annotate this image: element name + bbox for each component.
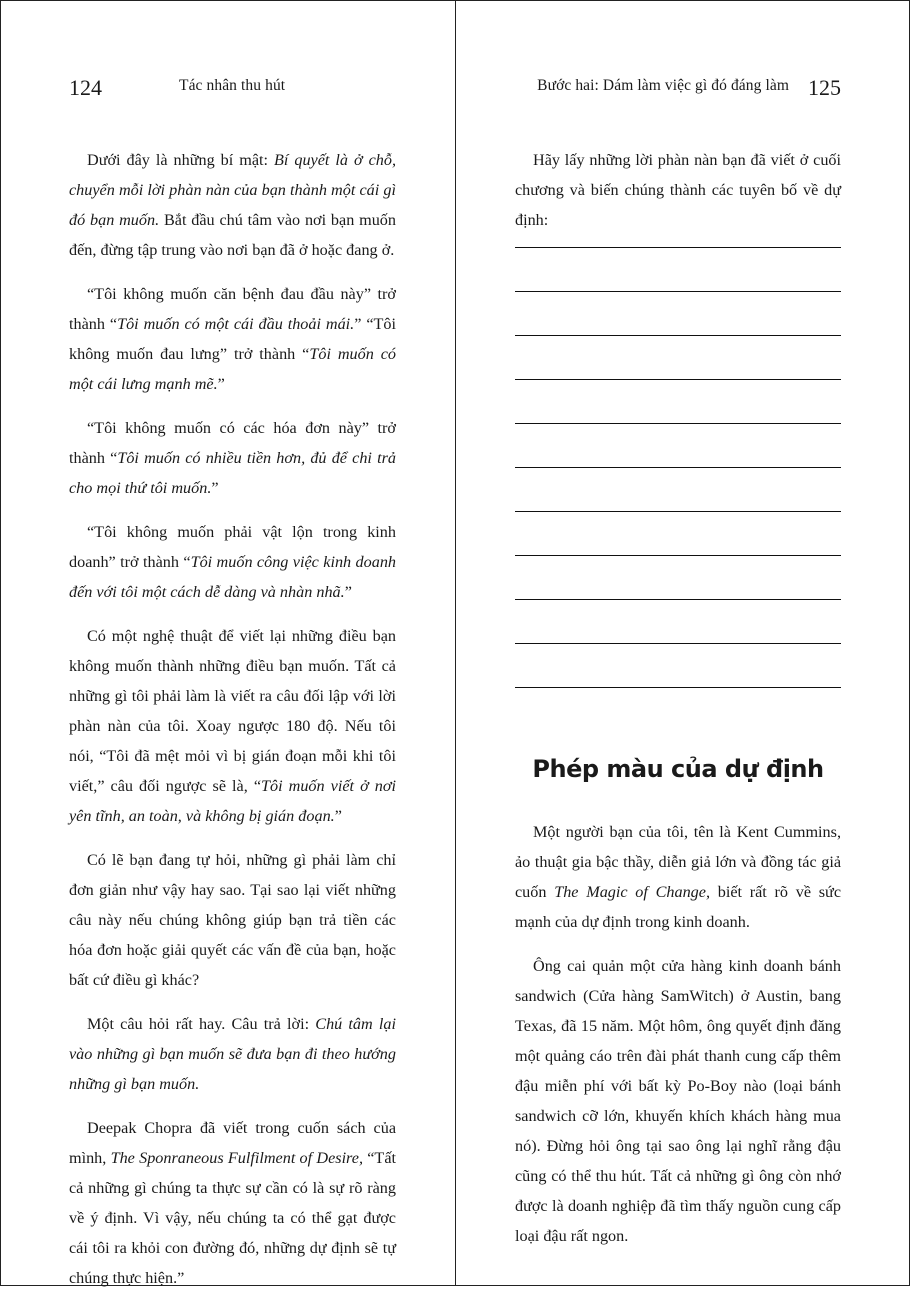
paragraph	[515, 817, 841, 937]
writing-lines	[515, 246, 841, 688]
italic-text: Tôi muốn công việc kinh doanh đến với tôi một cách dễ dàng và nhàn nhã.	[69, 553, 397, 601]
running-head: Tác nhân thu hút	[179, 77, 286, 94]
text-run: Hãy lấy những lời phàn nàn bạn đã viết ở cuối chương và biến chúng thành các tuyên bố về dự định:	[515, 151, 841, 229]
text-run: “Tôi không muốn có các hóa đơn này” trở thành “	[69, 419, 396, 467]
italic-text: Tôi muốn có nhiều tiền hơn, đủ để chi trả cho mọi thứ tôi muốn.	[69, 449, 396, 497]
writing-line	[515, 292, 841, 336]
writing-line	[515, 424, 841, 468]
text-run: ”	[217, 375, 225, 393]
paragraph	[515, 951, 841, 1251]
page-number: 125	[808, 75, 841, 100]
writing-line	[515, 336, 841, 380]
text-run: ” “Tôi không muốn đau lưng” trở thành “	[69, 315, 396, 363]
text-run: biết rất rõ về sức mạnh của dự định trong kinh doanh.	[515, 883, 842, 931]
text-run: Bắt đầu chú tâm vào nơi bạn muốn đến, đừng tập trung vào nơi bạn đã ở hoặc đang ở.	[69, 211, 396, 259]
right-page	[456, 1, 909, 1285]
running-head: Bước hai: Dám làm việc gì đó đáng làm	[537, 77, 789, 94]
body-text	[515, 817, 841, 1265]
writing-line	[515, 644, 841, 688]
section-heading: Phép màu của dự định	[532, 755, 824, 783]
text-run: Deepak Chopra đã viết trong cuốn sách của mình,	[69, 1119, 396, 1167]
writing-line	[515, 512, 841, 556]
intro-text	[515, 145, 841, 249]
paragraph	[69, 413, 396, 503]
writing-line	[515, 556, 841, 600]
text-run: ”	[211, 479, 219, 497]
text-run: “Tất cả những gì chúng ta thực sự cần có là sự rõ ràng về ý định. Vì vậy, nếu chúng ta có thể gạt được cái tôi ra khỏi con đường đó, những dự định sẽ tự chúng thực hiện.”	[69, 1149, 396, 1287]
paragraph	[69, 279, 396, 399]
paragraph	[515, 145, 841, 235]
paragraph	[69, 517, 396, 607]
paragraph	[69, 621, 396, 831]
paragraph	[69, 1009, 396, 1099]
paragraph	[69, 845, 396, 995]
italic-text: The Sponraneous Fulfilment of Desire,	[110, 1149, 363, 1167]
text-run: ”	[344, 583, 352, 601]
text-run: Một câu hỏi rất hay. Câu trả lời:	[87, 1015, 316, 1033]
italic-text: The Magic of Change,	[554, 883, 711, 901]
body-text	[69, 145, 396, 1307]
italic-text: Tôi muốn có một cái đầu thoải mái.	[117, 315, 355, 333]
writing-line	[515, 248, 841, 292]
text-run: Ông cai quản một cửa hàng kinh doanh bánh sandwich (Cửa hàng SamWitch) ở Austin, bang Texas, đã 15 năm. Một hôm, ông quyết định đăng một quảng cáo trên đài phát thanh cung cấp thêm đậu miễn phí với bất kỳ Po-Boy nào (loại bánh sandwich cỡ lớn, khuyến khích khách hàng mua nó). Đừng hỏi ông tại sao ông lại nghĩ rằng đậu cũng có thể thu hút. Tất cả những gì ông còn nhớ được là doanh nghiệp đã tìm thấy nguồn cung cấp loại đậu rất ngon.	[515, 957, 841, 1245]
text-run: Có lẽ bạn đang tự hỏi, những gì phải làm chỉ đơn giản như vậy hay sao. Tại sao lại viết những câu này nếu chúng không giúp bạn trả tiền các hóa đơn hoặc giải quyết các vấn đề của bạn, hoặc bất cứ điều gì khác?	[69, 851, 396, 989]
paragraph	[69, 145, 396, 265]
italic-text: Tôi muốn có một cái lưng mạnh mẽ.	[69, 345, 397, 393]
italic-text: Bí quyết là ở chỗ, chuyển mỗi lời phàn nàn của bạn thành một cái gì đó bạn muốn.	[69, 151, 396, 229]
italic-text: Chú tâm lại vào những gì bạn muốn sẽ đưa bạn đi theo hướng những gì bạn muốn.	[69, 1015, 396, 1093]
writing-line	[515, 468, 841, 512]
text-run: “Tôi không muốn căn bệnh đau đầu này” trở thành “	[69, 285, 396, 333]
page-number: 124	[69, 75, 102, 100]
paragraph	[69, 1113, 396, 1293]
text-run: Có một nghệ thuật để viết lại những điều bạn không muốn thành những điều bạn muốn. Tất cả những gì tôi phải làm là viết ra câu đối lập với lời phàn nàn của tôi. Xoay ngược 180 độ. Nếu tôi nói, “Tôi đã mệt mỏi vì bị gián đoạn mỗi khi tôi viết,” câu đối ngược sẽ là, “	[69, 627, 396, 795]
text-run: Một người bạn của tôi, tên là Kent Cummins, ảo thuật gia bậc thầy, diễn giả lớn và đồng tác giả cuốn	[515, 823, 841, 901]
text-run: Dưới đây là những bí mật:	[87, 151, 274, 169]
writing-line	[515, 380, 841, 424]
italic-text: Tôi muốn viết ở nơi yên tĩnh, an toàn, và không bị gián đoạn.	[69, 777, 396, 825]
writing-line	[515, 600, 841, 644]
text-run: ”	[334, 807, 342, 825]
text-run: “Tôi không muốn phải vật lộn trong kinh doanh” trở thành “	[69, 523, 396, 571]
left-page	[1, 1, 455, 1285]
